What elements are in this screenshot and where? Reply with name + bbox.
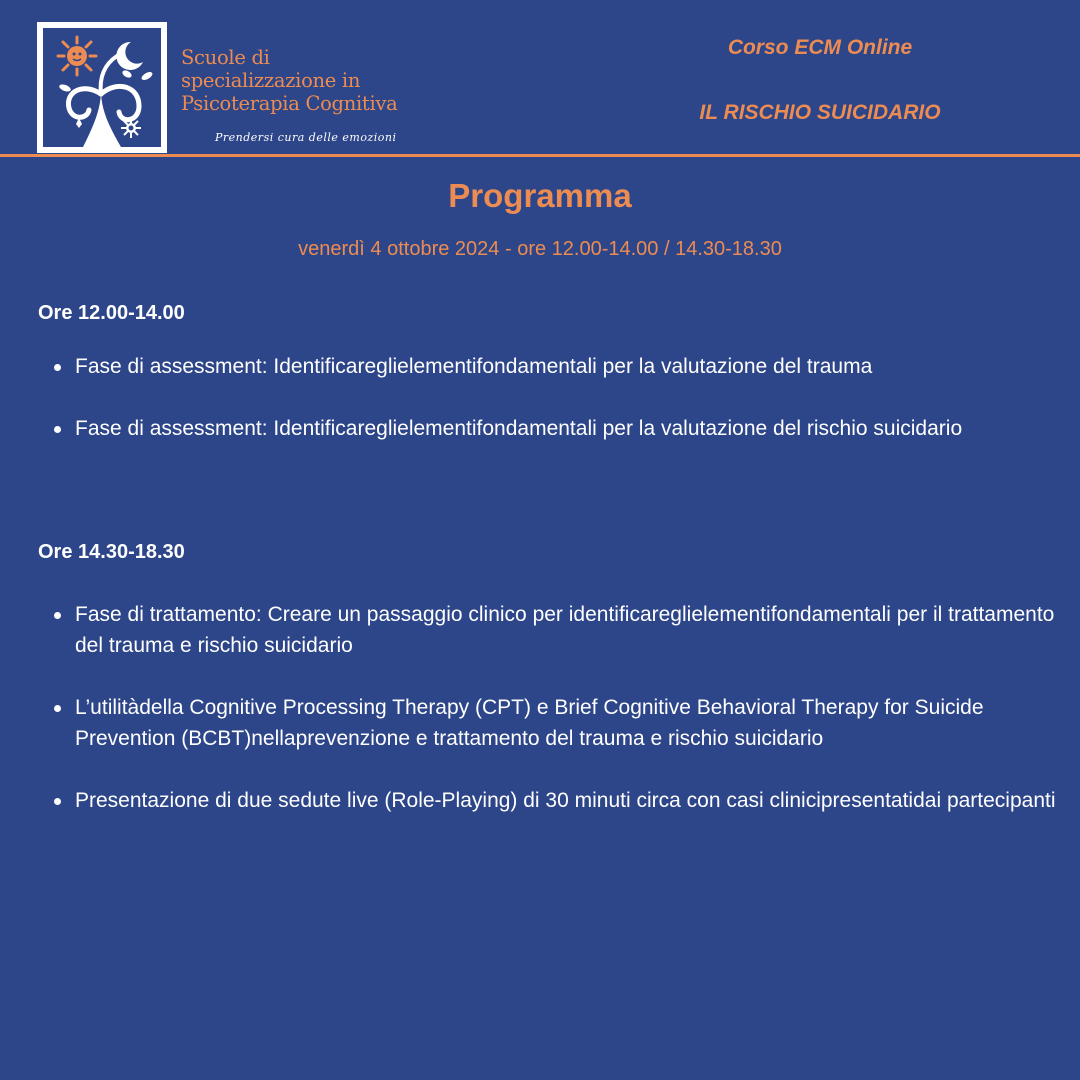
bullet-icon — [54, 798, 61, 805]
session-heading-morning: Ore 12.00-14.00 — [38, 302, 185, 324]
school-logo — [37, 22, 167, 153]
bullet-icon — [54, 364, 61, 371]
list-item — [50, 351, 1060, 382]
list-item — [50, 599, 1060, 661]
bullet-icon — [54, 426, 61, 433]
list-item-text: Fase di assessment: Identificareglielementifondamentali per la valutazione del rischio suicidario — [75, 417, 963, 440]
list-item-text: L’utilitàdella Cognitive Processing Therapy (CPT) e Brief Cognitive Behavioral Therapy for Suicide Prevention (BCBT)nellaprevenzione e trattamento del trauma e rischio suicidario — [75, 696, 984, 750]
course-label: Corso ECM Online — [727, 36, 913, 59]
school-tagline: Prendersi cura delle emozioni — [215, 131, 397, 144]
bullet-icon — [54, 612, 61, 619]
course-title: IL RISCHIO SUICIDARIO — [699, 101, 941, 124]
list-item-text: Presentazione di due sedute live (Role-Playing) di 30 minuti circa con casi clinicipresentatidai partecipanti — [75, 789, 1056, 812]
bullet-icon — [54, 705, 61, 712]
school-name-line-1: Scuole di — [181, 46, 270, 69]
list-item — [50, 413, 1060, 444]
school-name-line-3: Psicoterapia Cognitiva — [181, 92, 398, 115]
list-item — [50, 785, 1060, 816]
school-name-line-2: specializzazione in — [181, 69, 361, 92]
page-title: Programma — [448, 177, 632, 214]
list-item-text: Fase di assessment: Identificareglielementifondamentali per la valutazione del trauma — [75, 355, 873, 378]
school-name — [181, 46, 397, 115]
list-item — [50, 692, 1060, 754]
session-list-morning — [50, 351, 1060, 444]
program-date: venerdì 4 ottobre 2024 - ore 12.00-14.00 / 14.30-18.30 — [298, 238, 782, 260]
session-list-afternoon — [50, 599, 1060, 816]
logo-tree-sun-moon-icon — [43, 28, 161, 147]
header-divider — [0, 154, 1080, 157]
list-item-text: Fase di trattamento: Creare un passaggio clinico per identificareglielementifondamentali per il trattamento del trauma e rischio suicidario — [75, 603, 1055, 657]
session-heading-afternoon: Ore 14.30-18.30 — [38, 541, 185, 563]
